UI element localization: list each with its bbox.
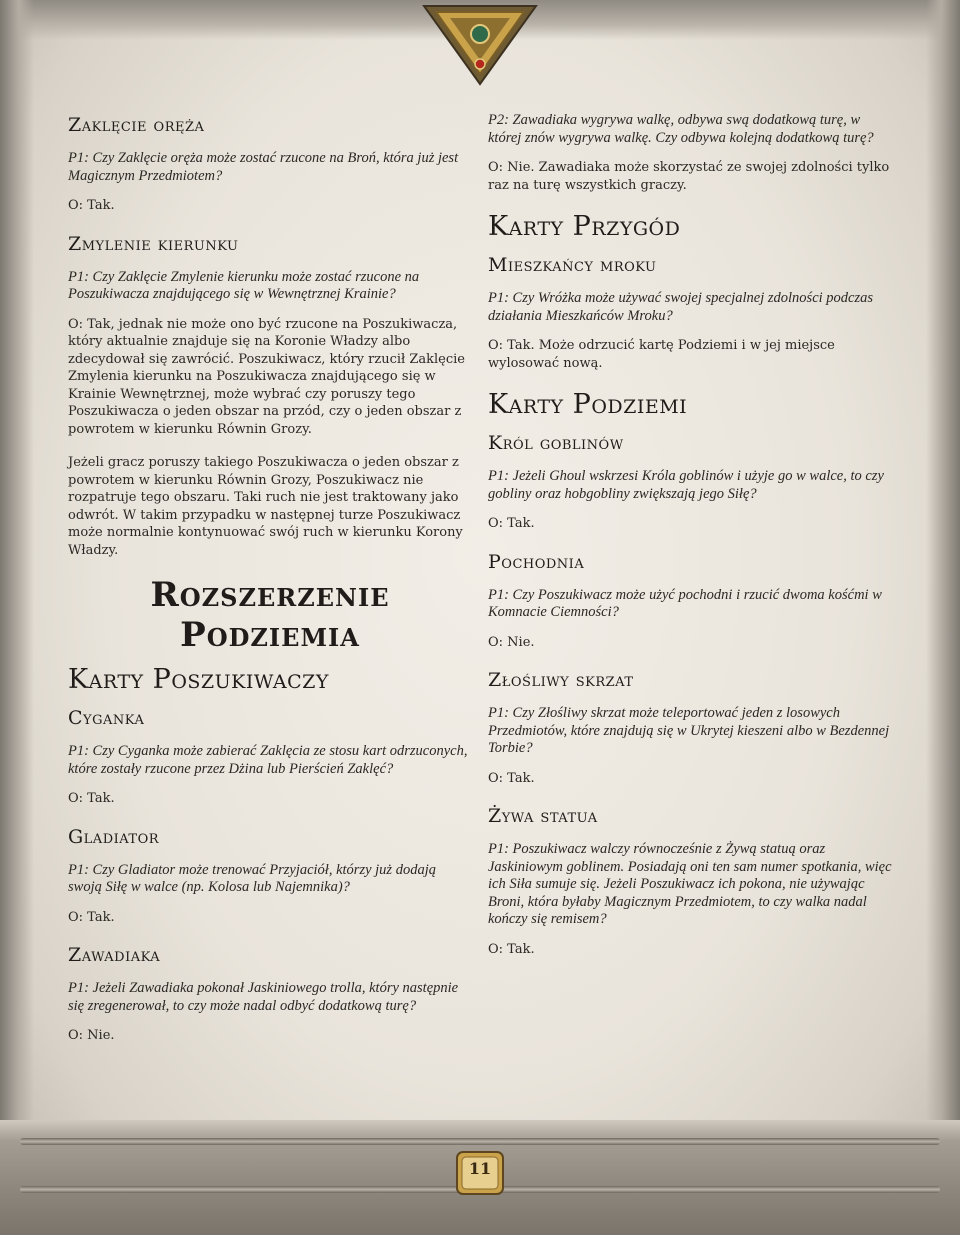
heading-zlosliwy-skrzat: Złośliwy skrzat <box>488 669 634 691</box>
heading-karty-poszukiwaczy: Karty Poszukiwaczy <box>68 664 329 695</box>
question-zawadiaka: P1: Jeżeli Zawadiaka pokonał Jaskiniowego trolla, który następnie się zregenerował, to czy może nadal odbyć dodatkową turę? <box>68 980 459 1014</box>
answer-mieszkancy-mroku: O: Tak. Może odrzucić kartę Podziemi i w jej miejsce wylosować nową. <box>488 338 835 371</box>
question-krol-goblinow: P1: Jeżeli Ghoul wskrzesi Króla goblinów i użyje go w walce, to czy gobliny oraz hobgobliny zwiększają jego Siłę? <box>488 468 884 502</box>
question-gladiator: P1: Czy Gladiator może trenować Przyjaciół, którzy już dodają swoją Siłę w walce (np. Kolosa lub Najemnika)? <box>68 861 436 895</box>
question-zlosliwy-skrzat: P1: Czy Złośliwy skrzat może teleportować jeden z losowych Przedmiotów, które znajdują się w Ukrytej kieszeni albo w Bezdennej Torbie? <box>488 705 890 756</box>
answer-zawadiaka-p2: O: Nie. Zawadiaka może skorzystać ze swojej zdolności tylko raz na turę wszystkich graczy. <box>488 160 890 193</box>
answer-zmylenie-kierunku: O: Tak, jednak nie może ono być rzucone na Poszukiwacza, który aktualnie znajduje się na Koronie Władzy albo zdecydował się zawrócić. Poszukiwacz, który rzucił Zaklęcie Zmylenia kierunku na Poszukiwacza znajdującego się w Krainie Wewnętrznej, może wybrać czy poruszy tego Poszukiwacza o jeden obszar na przód, czy o jeden obszar z powrotem w kierunku Równin Grozy. <box>68 316 466 437</box>
heading-zmylenie-kierunku: Zmylenie kierunku <box>68 232 239 255</box>
question-zmylenie-kierunku: P1: Czy Zaklęcie Zmylenie kierunku może zostać rzucone na Poszukiwacza znajdującego się w Wewnętrznej Krainie? <box>68 268 420 302</box>
left-column <box>68 112 472 1061</box>
answer-gladiator: O: Tak. <box>68 909 115 925</box>
expansion-title-line1: Rozszerzenie <box>150 575 390 615</box>
answer-pochodnia: O: Nie. <box>488 634 535 650</box>
heading-krol-goblinow: Król goblinów <box>488 432 624 454</box>
triangle-gem-emblem-icon <box>420 0 540 88</box>
question-mieszkancy-mroku: P1: Czy Wróżka może używać swojej specjalnej zdolności podczas działania Mieszkańców Mroku? <box>488 290 874 324</box>
right-stone-border <box>926 0 960 1235</box>
question-zaklecie-oreza: P1: Czy Zaklęcie oręża może zostać rzucone na Broń, która już jest Magicznym Przedmiotem? <box>68 150 459 184</box>
expansion-title <box>68 575 472 655</box>
left-stone-border <box>0 0 34 1235</box>
heading-karty-przygod: Karty Przygód <box>488 211 681 242</box>
answer-zawadiaka: O: Nie. <box>68 1028 115 1043</box>
answer-krol-goblinow: O: Tak. <box>488 516 535 531</box>
answer-zlosliwy-skrzat: O: Tak. <box>488 770 535 786</box>
right-column <box>488 112 892 974</box>
bottom-rail-top <box>20 1138 940 1145</box>
answer-zywa-statua: O: Tak. <box>488 941 535 957</box>
question-pochodnia: P1: Czy Poszukiwacz może użyć pochodni i rzucić dwoma kośćmi w Komnacie Ciemności? <box>488 586 882 620</box>
heading-cyganka: Cyganka <box>68 707 145 729</box>
heading-zaklecie-oreza: Zaklęcie oręża <box>68 114 205 136</box>
question-zawadiaka-p2: P2: Zawadiaka wygrywa walkę, odbywa swą dodatkową turę, w której znów wygrywa walkę. Czy odbywa kolejną dodatkową turę? <box>488 112 874 146</box>
heading-karty-podziemi: Karty Podziemi <box>488 389 688 420</box>
heading-zywa-statua: Żywa statua <box>488 805 598 827</box>
question-zywa-statua: P1: Poszukiwacz walczy równocześnie z Żywą statuą oraz Jaskiniowym goblinem. Posiadają oni ten sam numer spotkania, więc ich Siła sumuje się. Jeżeli Poszukiwacz ich pokona, nie używając Broni, która byłaby Magicznym Przedmiotem, to czy walka nadal kończy się remisem? <box>488 841 892 927</box>
heading-zawadiaka: Zawadiaka <box>68 944 161 966</box>
heading-pochodnia: Pochodnia <box>488 550 585 573</box>
answer-cyganka: O: Tak. <box>68 791 115 806</box>
heading-gladiator: Gladiator <box>68 825 160 848</box>
paragraph-zmylenie-kierunku: Jeżeli gracz poruszy takiego Poszukiwacza o jeden obszar z powrotem w kierunku Równin Grozy, Poszukiwacz nie rozpatruje tego obszaru. Taki ruch nie jest traktowany jako odwrót. W takim przypadku w następnej turze Poszukiwacz może normalnie kontynuować swój ruch w kierunku Korony Władzy. <box>68 455 463 558</box>
page-number: 11 <box>468 1159 492 1178</box>
expansion-title-line2: Podziemia <box>180 615 360 655</box>
question-cyganka: P1: Czy Cyganka może zabierać Zaklęcia ze stosu kart odrzuconych, które zostały rzucone przez Dżina lub Pierścień Zaklęć? <box>68 743 468 777</box>
heading-mieszkancy-mroku: Mieszkańcy mroku <box>488 254 657 276</box>
answer-zaklecie-oreza: O: Tak. <box>68 198 115 213</box>
